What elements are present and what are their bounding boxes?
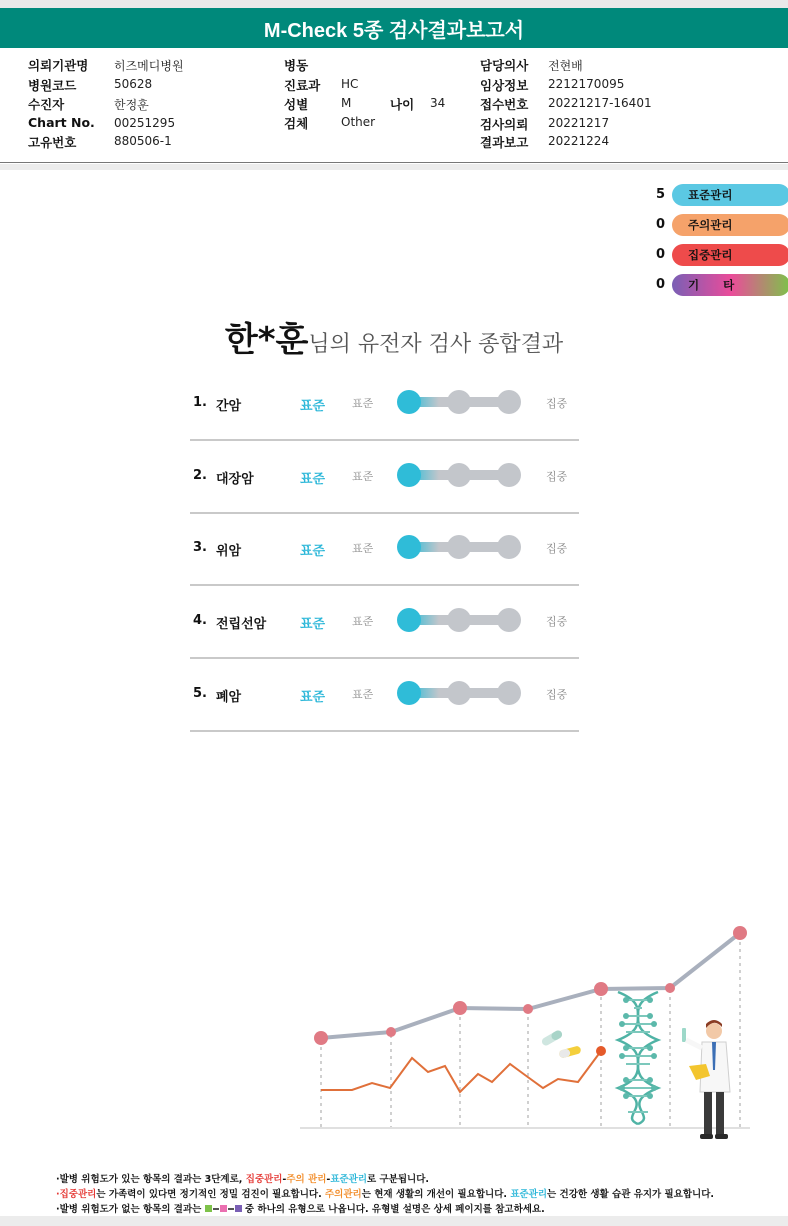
note-line-2 <box>56 1187 714 1202</box>
level-dot <box>497 390 521 414</box>
level-dot <box>497 681 521 705</box>
result-row <box>190 369 579 441</box>
note-3-text-b: 중 하나의 유형으로 나옵니다. 유형별 설명은 상세 페이지를 참고하세요. <box>241 1204 545 1215</box>
note-line-3 <box>56 1202 714 1217</box>
unique-value: 880506-1 <box>114 134 172 148</box>
scale-min-label: 표준 <box>352 542 374 556</box>
risk-level-indicator <box>394 605 524 635</box>
note-1-intensive: 집중관리 <box>245 1174 283 1185</box>
note-2-intensive: ·집중관리 <box>56 1189 97 1200</box>
result-number: 3. <box>193 540 207 556</box>
risk-level-indicator <box>394 678 524 708</box>
scale-min-label: 표준 <box>352 397 374 410</box>
legend-standard <box>650 184 788 206</box>
result-row <box>190 514 579 586</box>
age-value: 34 <box>430 96 446 110</box>
result-grade: 표준 <box>300 471 326 487</box>
doctor-value: 전현배 <box>548 59 583 73</box>
legend-caution <box>650 214 788 236</box>
result-grade: 표준 <box>300 399 326 414</box>
legend-other-count: 0 <box>656 277 666 292</box>
legend-intensive-count: 0 <box>656 247 666 262</box>
legend-caution-count: 0 <box>656 217 666 232</box>
scale-max-label: 집중 <box>546 397 568 410</box>
note-2-caution: 주의관리 <box>324 1189 362 1200</box>
header-divider <box>0 164 788 170</box>
patient-label: 수진자 <box>28 97 65 112</box>
legend-other-pill: 기 타 <box>672 274 788 296</box>
result-row <box>190 660 579 732</box>
cancer-name: 간암 <box>216 399 242 414</box>
result-number: 1. <box>193 395 207 410</box>
result-number: 4. <box>193 613 207 629</box>
scale-min-label: 표준 <box>352 469 374 483</box>
sex-label: 성별 <box>284 97 309 112</box>
level-dot <box>447 463 471 487</box>
chart-value: 00251295 <box>114 116 176 130</box>
scale-max-label: 집중 <box>546 469 568 483</box>
age-label: 나이 <box>390 97 415 112</box>
clinical-label: 임상정보 <box>480 78 529 93</box>
level-dot <box>397 681 421 705</box>
dept-value: HC <box>341 77 359 91</box>
result-date-label: 결과보고 <box>480 135 529 150</box>
cancer-name: 전립선암 <box>216 617 267 633</box>
note-1-dash-b: - <box>326 1174 331 1185</box>
doctor-label: 담당의사 <box>480 58 529 73</box>
level-dot <box>497 535 521 559</box>
type-swatches-icon <box>205 1202 242 1217</box>
specimen-value: Other <box>341 115 376 129</box>
notes-block <box>56 1172 714 1217</box>
note-1-text-a: ·발병 위험도가 있는 항목의 결과는 3단계로, <box>56 1174 246 1185</box>
level-dot <box>497 463 521 487</box>
ward-label: 병동 <box>284 58 309 73</box>
risk-level-indicator <box>394 532 524 562</box>
summary-title <box>0 312 788 361</box>
institution-value: 히즈메디병원 <box>114 59 184 73</box>
cancer-name: 대장암 <box>216 471 254 487</box>
top-rule <box>0 0 788 8</box>
scale-min-label: 표준 <box>352 687 374 701</box>
hospital-code-value: 50628 <box>114 77 153 91</box>
dept-label: 진료과 <box>284 78 321 93</box>
scale-max-label: 집중 <box>546 687 568 701</box>
result-number: 5. <box>193 685 207 701</box>
patient-value: 한정훈 <box>114 98 149 112</box>
level-dot <box>447 535 471 559</box>
report-title: M-Check 5종 검사결과보고서 <box>0 8 788 48</box>
legend-intensive-pill: 집중관리 <box>672 244 788 266</box>
risk-level-indicator <box>394 460 524 490</box>
level-dot <box>447 390 471 414</box>
patient-info-panel <box>0 48 788 163</box>
level-dot <box>497 608 521 632</box>
summary-title-text: 님의 유전자 검사 종합결과 <box>308 332 564 357</box>
result-grade: 표준 <box>300 617 326 633</box>
chart-label: Chart No. <box>28 115 95 130</box>
footer-strip <box>0 1216 788 1226</box>
note-2-text-b: 는 현재 생활의 개선이 필요합니다. <box>361 1189 511 1200</box>
note-line-1 <box>56 1172 714 1187</box>
level-dot <box>397 390 421 414</box>
legend-intensive <box>650 244 788 266</box>
legend-other <box>650 274 788 296</box>
legend-standard-pill: 표준관리 <box>672 184 788 206</box>
level-dot <box>397 463 421 487</box>
result-row <box>190 442 579 514</box>
note-1-text-b: 로 구분됩니다. <box>367 1174 430 1185</box>
scale-min-label: 표준 <box>352 615 374 629</box>
note-2-text-a: 는 가족력이 있다면 정기적인 정밀 검진이 필요합니다. <box>96 1189 325 1200</box>
legend-caution-pill: 주의관리 <box>672 214 788 236</box>
cancer-name: 위암 <box>216 544 242 560</box>
patient-masked-name: 한*훈 <box>224 320 309 360</box>
result-grade: 표준 <box>300 689 326 705</box>
level-dot <box>447 681 471 705</box>
dna-growth-illustration-icon <box>300 920 750 1150</box>
note-3-text-a: ·발병 위험도가 없는 항목의 결과는 <box>56 1204 205 1215</box>
cancer-name: 폐암 <box>216 689 242 705</box>
level-dot <box>397 535 421 559</box>
receipt-value: 20221217-16401 <box>548 96 652 110</box>
level-dot <box>397 608 421 632</box>
result-number: 2. <box>193 467 207 483</box>
sex-value: M <box>341 96 352 110</box>
institution-label: 의뢰기관명 <box>28 58 89 73</box>
clinical-value: 2212170095 <box>548 77 625 91</box>
scale-max-label: 집중 <box>546 542 568 556</box>
scale-max-label: 집중 <box>546 615 568 629</box>
result-date-value: 20221224 <box>548 134 610 148</box>
specimen-label: 검체 <box>284 116 309 131</box>
hospital-code-label: 병원코드 <box>28 78 77 93</box>
request-value: 20221217 <box>548 116 610 130</box>
risk-level-indicator <box>394 387 524 417</box>
note-1-caution: 주의 관리 <box>286 1174 327 1185</box>
request-label: 검사의뢰 <box>480 117 529 132</box>
result-grade: 표준 <box>300 544 326 560</box>
result-row <box>190 587 579 659</box>
receipt-label: 접수번호 <box>480 97 529 112</box>
legend-standard-count: 5 <box>656 187 666 202</box>
note-2-text-c: 는 건강한 생활 습관 유지가 필요합니다. <box>547 1189 715 1200</box>
note-1-standard: 표준관리 <box>330 1174 368 1185</box>
note-2-standard: 표준관리 <box>510 1189 548 1200</box>
note-1-dash-a: - <box>282 1174 287 1185</box>
unique-label: 고유번호 <box>28 135 77 150</box>
level-dot <box>447 608 471 632</box>
